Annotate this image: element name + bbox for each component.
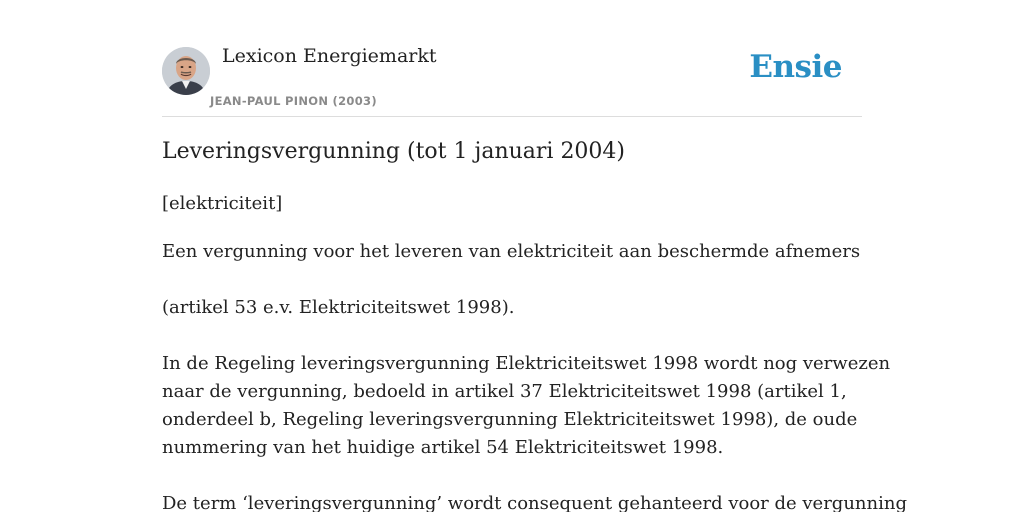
text-line: (artikel 53 e.v. Elektriciteitswet 1998).	[162, 297, 515, 318]
author-avatar[interactable]	[162, 47, 210, 95]
paragraph	[162, 490, 907, 512]
site-title-link[interactable]: Lexicon Energiemarkt	[222, 45, 437, 67]
author-portrait-icon	[162, 47, 210, 95]
entry-header	[162, 0, 862, 117]
paragraph	[162, 294, 862, 322]
content-container	[162, 0, 907, 512]
brand-logo[interactable]: Ensie	[749, 49, 842, 85]
text-line: Een vergunning voor het leveren van elektriciteit aan beschermde afnemers	[162, 241, 861, 262]
text-line: onderdeel b, Regeling leveringsvergunning Elektriciteitswet 1998), de oude	[162, 409, 858, 430]
entry-category: [elektriciteit]	[162, 193, 283, 214]
text-line: De term ‘leveringsvergunning’ wordt consequent gehanteerd voor de vergunning	[162, 493, 907, 512]
text-line: In de Regeling leveringsvergunning Elektriciteitswet 1998 wordt nog verwezen	[162, 353, 891, 374]
text-line: nummering van het huidige artikel 54 Elektriciteitswet 1998.	[162, 437, 724, 458]
paragraph	[162, 350, 891, 462]
author-name: JEAN-PAUL PINON (2003)	[210, 94, 377, 108]
paragraph	[162, 238, 862, 266]
entry-body	[162, 238, 907, 512]
text-line: naar de vergunning, bedoeld in artikel 37 Elektriciteitswet 1998 (artikel 1,	[162, 381, 847, 402]
entry-title: Leveringsvergunning (tot 1 januari 2004)	[162, 139, 626, 164]
